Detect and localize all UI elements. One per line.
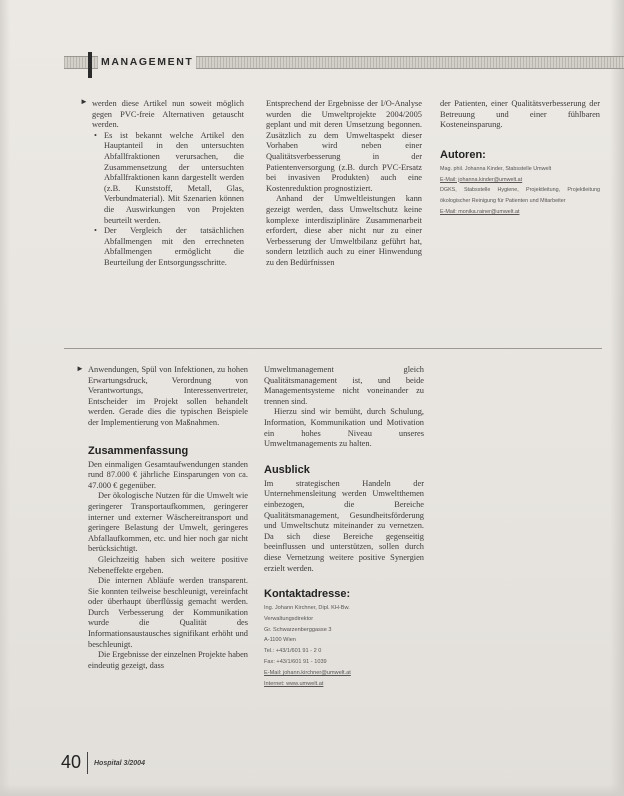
bullet-icon: • <box>94 130 97 140</box>
summary-para: Gleichzeitig haben sich weitere positive Nebeneffekte ergeben. <box>88 554 248 575</box>
authors-block <box>440 164 600 218</box>
summary-para: Die Ergebnisse der einzelnen Projekte haben eindeutig gezeigt, dass <box>88 650 248 670</box>
continuation-arrow-icon: ► <box>76 364 84 373</box>
bottom-column-1 <box>88 365 248 671</box>
bullet-item: • Es ist bekannt welche Artikel den Hauptanteil in den untersuchten Abfallfraktionen verursachen, die Zusammensetzung der untersuchten Abfallfraktionen kann dargestellt werden (z.B. Kunststoff, Metall, Glas, Verbundmaterial). Mit Szenarien können die Auswirkungen von Projekten beurteilt werden. <box>94 130 244 225</box>
contact-line: Ing. Johann Kirchner, Dipl. KH-Bw. <box>264 605 350 612</box>
author-line: DGKS, Stabsstelle Hygiene, Projektleitung, Projektleitung ökologischer Reinigung für Patienten und Mitarbeiter <box>440 187 600 205</box>
outlook-heading: Ausblick <box>264 463 310 476</box>
contact-line: A-1100 Wien <box>264 637 296 644</box>
scan-shadow-bottom <box>0 784 624 796</box>
bottom-col1-intro: Anwendungen, Spül von Infektionen, zu hohen Erwartungsdruck, Verordnung von Verantwortungs, Interessenvertreter, Entscheider im Projekt sollen behandelt werden. Gerade dies die typischen Beispiele der Implementierung von Maßnahmen. <box>88 365 248 427</box>
contact-line: Gr. Schwarzenberggasse 3 <box>264 626 332 633</box>
bottom-col2-intro2: Hierzu sind wir bemüht, durch Schulung, Information, Kommunikation und Motivation ein hohes Niveau unseres Umweltmanagements zu halten. <box>264 407 424 449</box>
scan-shadow-left <box>0 0 10 796</box>
summary-heading: Zusammenfassung <box>88 444 189 457</box>
authors-heading: Autoren: <box>440 148 486 161</box>
top-col2-para: Entsprechend der Ergebnisse der I/O-Analyse wurden die Umweltprojekte 2004/2005 geplant und mit deren Umsetzung begonnen. Zusätzlich zu dem Umweltaspekt dieser Vorhaben wird neben einer Qualitätsverbesserung in der Patientenversorgung (z.B. durch PVC-Ersatz bei invasiven Produkten) auch eine Kostenreduktion prognostiziert. <box>266 99 422 193</box>
bottom-col2-intro: Umweltmanagement gleich Qualitätsmanagement ist, und beide Managementsysteme nicht voneinander zu trennen sind. <box>264 365 424 406</box>
section-header-marker <box>88 52 92 78</box>
journal-issue: Hospital 3/2004 <box>94 760 145 767</box>
summary-para: Den einmaligen Gesamtaufwendungen standen rund 87.000 € jährliche Einsparungen von ca. 47.000 € gegenüber. <box>88 459 248 490</box>
contact-email-link[interactable]: E-Mail: johann.kirchner@umwelt.at <box>264 669 351 676</box>
summary-para: Die internen Abläufe werden transparent. Sie konnten teilweise beschleunigt, vereinfacht oder überhaupt überflüssig gemacht werden. Durch Verbesserung der Kommunikation wurde die Qualität des Informationsaustausches signifikant erhöht und beschleunigt. <box>88 576 248 649</box>
scan-shadow-right <box>610 0 624 796</box>
footer-divider <box>87 752 88 774</box>
top-col1-lead: werden diese Artikel nun soweit möglich gegen PVC-freie Alternativen getauscht werden. <box>92 99 244 130</box>
continuation-arrow-icon: ► <box>80 97 88 106</box>
contact-website-link[interactable]: Internet: www.umwelt.at <box>264 680 324 687</box>
bullet-icon: • <box>94 226 97 236</box>
top-column-3 <box>440 99 600 218</box>
page-number: 40 <box>61 752 82 772</box>
top-col3-lead: der Patienten, einer Qualitätsverbesserung der Betreuung und einer fühlbaren Kosteneinsparung. <box>440 99 600 130</box>
contact-line: Tel.: +43/1/601 91 - 2 0 <box>264 648 322 655</box>
contact-block <box>264 603 424 689</box>
top-column-2 <box>266 99 422 269</box>
summary-para: Der ökologische Nutzen für die Umwelt wie geringerer Transportaufkommen, geringerer interner und externer Wäschereitransport und geringere Belastung der Umwelt, geringeres Abfallaufkommen, etc. und hier noch gar nicht berücksichtigt. <box>88 491 248 554</box>
outlook-para: Im strategischen Handeln der Unternehmensleitung werden Umweltthemen einbezogen, die Bereiche Qualitätsmanagement, Gesundheitsförderung und Umweltschutz miteinander zu vernetzen. Da sich diese Bereiche gegenseitig beeinflussen und unterstützen, sollen durch diese Vernetzung weitere positive Synergien erzielt werden. <box>264 478 424 573</box>
bullet-item: • Der Vergleich der tatsächlichen Abfallmengen mit den errechneten Abfallmengen ermöglicht die Beurteilung der Entsorgungsschritte. <box>94 226 244 267</box>
top-col1-bullets <box>92 131 244 269</box>
bottom-column-2 <box>264 365 424 689</box>
contact-line: Verwaltungsdirektor <box>264 615 314 622</box>
top-col2-para: Anhand der Umweltleistungen kann gezeigt werden, dass Umweltschutz keine komplexe interdisziplinäre Zusammenarbeit erfordert, diese aber nicht nur zu einer Verbesserung der Umweltbilanz geführt hat, sondern letztlich auch zu einer Hinwendung zu den Bedürfnissen <box>266 194 422 267</box>
author-email-link[interactable]: E-Mail: johanna.kinder@umwelt.at <box>440 176 523 183</box>
author-email-link[interactable]: E-Mail: monika.rainer@umwelt.at <box>440 208 520 215</box>
top-column-1 <box>92 99 244 269</box>
contact-heading: Kontaktadresse: <box>264 588 351 601</box>
contact-line: Fax: +43/1/601 91 - 1039 <box>264 659 327 666</box>
section-divider <box>64 348 602 349</box>
section-title: MANAGEMENT <box>98 55 196 69</box>
author-line: Mag. phil. Johanna Kinder, Stabsstelle Umwelt <box>440 165 552 172</box>
